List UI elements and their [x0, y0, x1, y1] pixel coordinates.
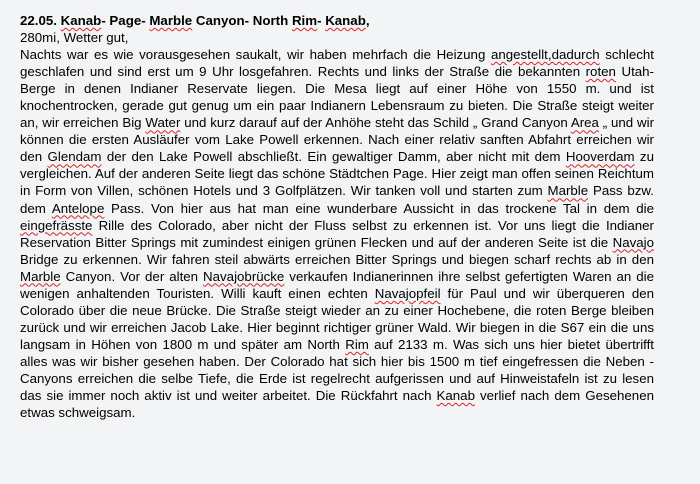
text-run: Utah-Berge in denen Indianer Reservate liegen. Die Mesa liegt auf einer Höhe von 1550 m. und ist knochentrocken, gerade gut genug um ein paar Indianern Lebensraum zu bieten. Die Straße steigt weiter an, wir erreichen Big [20, 64, 654, 131]
text-run: „ und wir können die ersten Ausläufer vom Lake Powell erkennen. Nach einer relativ sanften Abfahrt erreichen wir den [20, 115, 654, 165]
diary-entry-body [20, 46, 654, 421]
spellcheck-flagged-word: Marble [149, 13, 193, 28]
text-run: verkaufen Indianerinnen ihre selbst gefertigten Waren an die wenigen anhaltenden Touristen. Willi kauft einen echten [20, 268, 655, 301]
spellcheck-flagged-word: eingefrässte [20, 217, 93, 233]
diary-entry-meta: 280mi, Wetter gut, [20, 30, 129, 46]
text-run: Rille des Colorado, aber nicht der Fluss selbst zu erkennen ist. Vor uns liegt die Indianer Reservation Bitter Springs mit zumindest einigen grünen Flecken und auf der anderen Seite ist die [20, 217, 654, 250]
text-run: schlecht geschlafen und sind erst um 9 Uhr losgefahren. Rechts und links der Straße die bekannten [20, 47, 654, 80]
text-run: Canyon. Vor der alten [60, 268, 204, 284]
text-run: Bridge zu erkennen. Wir fahren steil abwärts erreichen Bitter Springs und biegen scharf rechts ab in den [20, 251, 654, 267]
spellcheck-flagged-word: Marble [20, 268, 61, 284]
spellcheck-flagged-word: Area [570, 115, 599, 131]
text-run: , [365, 13, 370, 28]
text-run: Pass. Von hier aus hat man eine wunderbare Aussicht in das trockene Tal in dem die [104, 200, 655, 216]
spellcheck-flagged-word: Rim [345, 336, 369, 352]
text-run: Nachts war es wie vorausgesehen saukalt, wir haben mehrfach die Heizung [20, 47, 491, 63]
spellcheck-flagged-word: Kanab [325, 13, 366, 28]
spellcheck-flagged-word: Glendam [47, 149, 102, 165]
text-run: der den Lake Powell abschließt. Ein gewaltiger Damm, aber nicht mit dem [101, 149, 566, 165]
spellcheck-flagged-word: roten [585, 64, 616, 80]
spellcheck-flagged-word: Navajopfeil [374, 285, 441, 301]
spellcheck-flagged-word: Hooverdam [565, 149, 635, 165]
text-run: Pass bzw. dem [20, 183, 655, 216]
spellcheck-flagged-word: Water [145, 115, 181, 131]
diary-entry-heading [20, 12, 654, 29]
spellcheck-flagged-word: Antelope [51, 200, 105, 216]
spellcheck-flagged-word: Navajobrücke [203, 268, 285, 284]
spellcheck-flagged-word: angestellt,dadurch [490, 47, 600, 63]
text-run: - [317, 13, 326, 28]
spellcheck-flagged-word: Rim [291, 13, 318, 28]
document-text [20, 12, 654, 421]
spellcheck-flagged-word: Kanab [60, 13, 102, 28]
text-run: - Page- [101, 13, 150, 28]
text-run: verlief nach dem Gesehenen etwas schweigsam. [20, 388, 654, 421]
text-run: und kurz darauf auf der Anhöhe steht das Schild „ Grand Canyon [180, 115, 571, 131]
text-run: 22.05. [20, 13, 61, 28]
spellcheck-flagged-word: Kanab [436, 388, 475, 404]
text-run: Canyon- North [192, 13, 292, 28]
text-run: für Paul und wir überqueren den Colorado über die neue Brücke. Die Straße steigt wieder an zu einer Hochebene, die roten Berge bleiben zurück und wir erreichen Jacob Lake. Hier beginnt richtiger grüner Wald. Wir biegen in die S67 ein die uns langsam in Höhen von 1800 m und später am North [20, 285, 655, 352]
text-run: auf 2133 m. Was sich uns hier bietet übertrifft alles was wir bisher gesehen haben. Der Colorado hat sich hier bis 1500 m tief eingefressen die Neben - Canyons erreichen die selbe Tiefe, die Erde ist regelrecht aufgerissen und auf Hinweistafeln ist zu lesen das sie immer noch aktiv ist und weiter arbeitet. Die Rückfahrt nach [20, 336, 654, 404]
spellcheck-flagged-word: Marble [547, 183, 589, 199]
text-run: zu vergleichen. Auf der anderen Seite liegt das schöne Städtchen Page. Hier zeigt man offen seinen Reichtum in Form von Villen, schönen Hotels und 3 Golfplätzen. Wir tanken voll und starten zum [20, 149, 654, 199]
spellcheck-flagged-word: Navajo [612, 234, 654, 250]
